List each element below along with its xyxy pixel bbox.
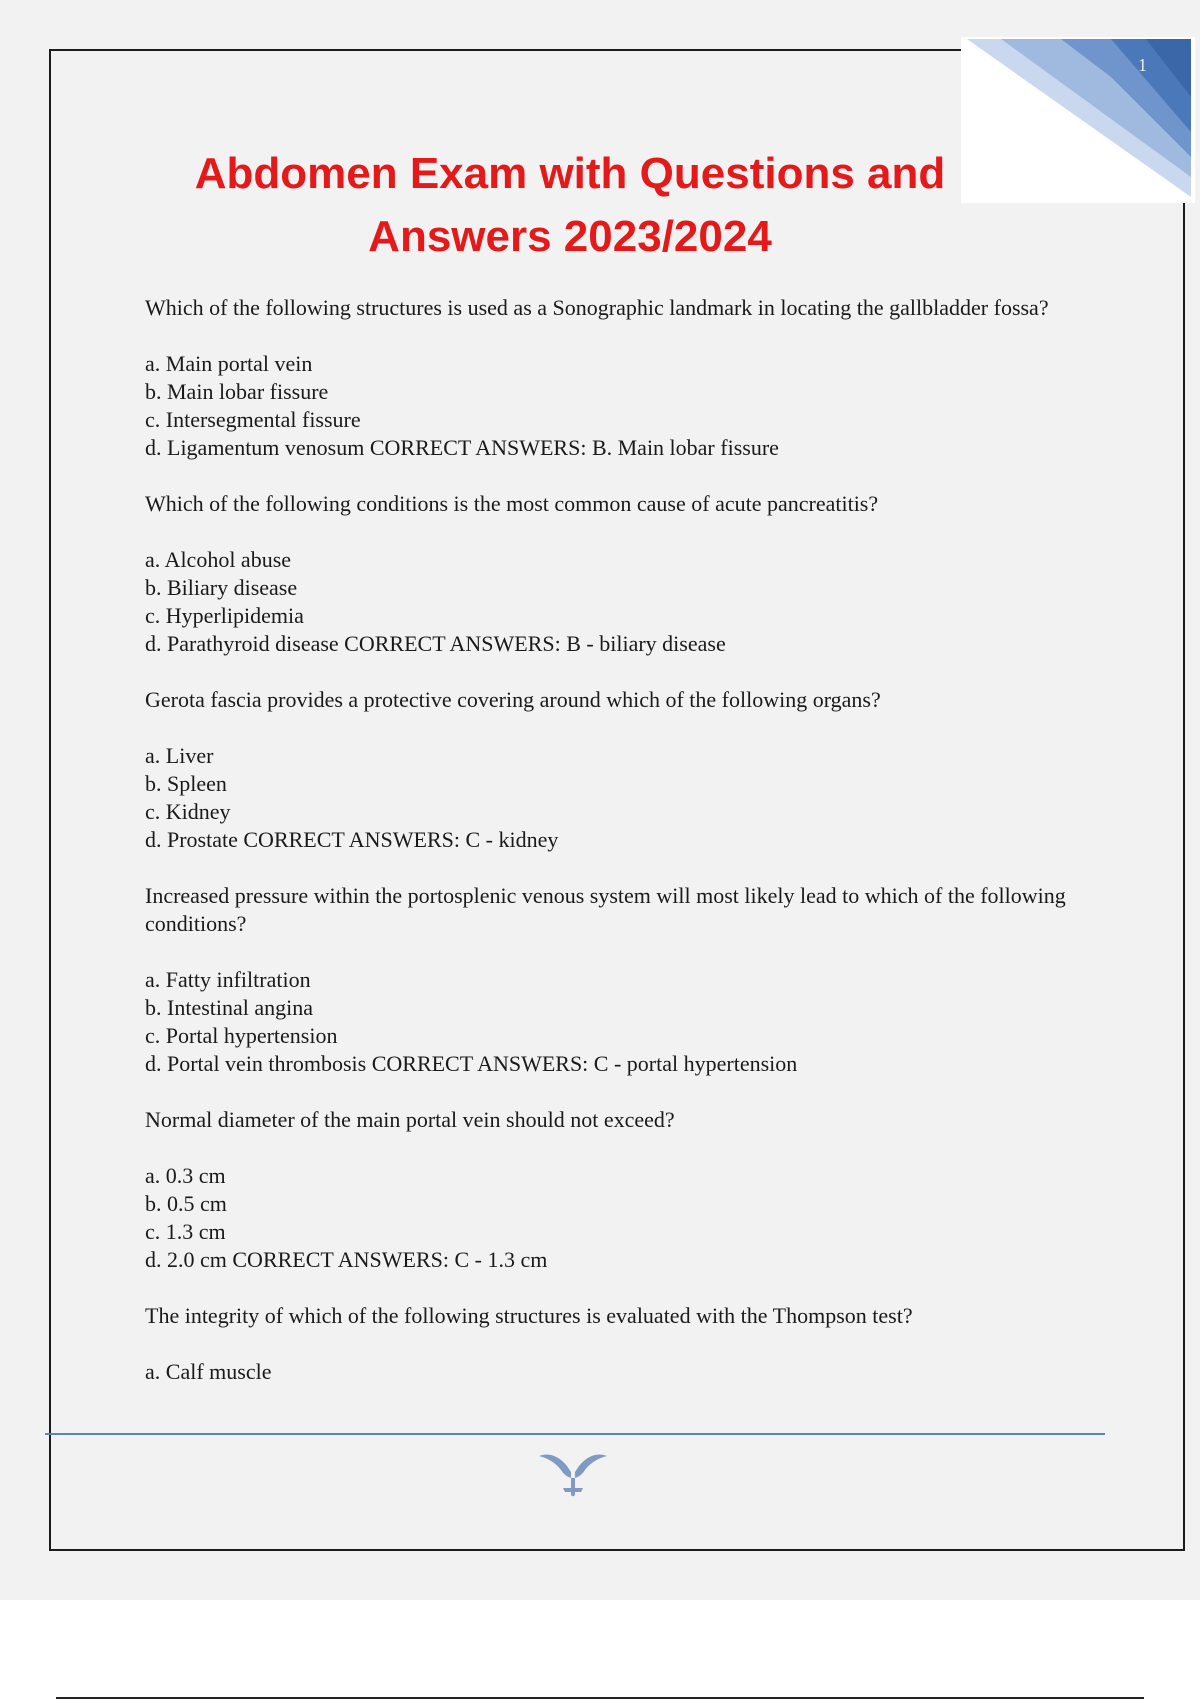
footer-divider xyxy=(45,1433,1105,1435)
answer-option: d. Parathyroid disease CORRECT ANSWERS: B - biliary disease xyxy=(145,631,726,656)
fleuron-ornament-icon xyxy=(535,1448,611,1505)
question-block xyxy=(145,882,1085,1078)
question-block xyxy=(145,1106,1085,1274)
question-list xyxy=(145,294,1085,1414)
answer-option: b. Spleen xyxy=(145,771,227,796)
answer-option: d. Ligamentum venosum CORRECT ANSWERS: B. Main lobar fissure xyxy=(145,435,779,460)
answer-option: b. Biliary disease xyxy=(145,575,298,600)
answer-option: a. Fatty infiltration xyxy=(145,967,311,992)
document-title xyxy=(140,142,1000,268)
bottom-divider xyxy=(56,1697,1144,1699)
answer-options xyxy=(145,1358,1085,1386)
answer-option: c. 1.3 cm xyxy=(145,1219,226,1244)
question-text: Gerota fascia provides a protective covering around which of the following organs? xyxy=(145,687,881,712)
answer-option: a. Alcohol abuse xyxy=(145,547,292,572)
answer-option: d. Prostate CORRECT ANSWERS: C - kidney xyxy=(145,827,559,852)
question-block xyxy=(145,686,1085,854)
question-text: Which of the following conditions is the most common cause of acute pancreatitis? xyxy=(145,491,879,516)
question-block xyxy=(145,490,1085,658)
answer-option: a. Liver xyxy=(145,743,214,768)
title-line-1: Abdomen Exam with Questions and xyxy=(194,149,946,198)
answer-options xyxy=(145,742,1085,854)
title-line-2: Answers 2023/2024 xyxy=(368,212,772,261)
question-text: Increased pressure within the portosplenic venous system will most likely lead to which of the following conditions? xyxy=(145,883,1066,936)
question-text: Which of the following structures is used as a Sonographic landmark in locating the gallbladder fossa? xyxy=(145,295,1049,320)
answer-option: c. Kidney xyxy=(145,799,231,824)
answer-option: c. Portal hypertension xyxy=(145,1023,338,1048)
answer-option: c. Hyperlipidemia xyxy=(145,603,304,628)
answer-option: b. 0.5 cm xyxy=(145,1191,227,1216)
answer-option: d. 2.0 cm CORRECT ANSWERS: C - 1.3 cm xyxy=(145,1247,548,1272)
question-text: The integrity of which of the following structures is evaluated with the Thompson test? xyxy=(145,1303,913,1328)
answer-option: c. Intersegmental fissure xyxy=(145,407,361,432)
answer-options xyxy=(145,350,1085,462)
question-text: Normal diameter of the main portal vein should not exceed? xyxy=(145,1107,675,1132)
question-block xyxy=(145,294,1085,462)
answer-option: d. Portal vein thrombosis CORRECT ANSWERS: C - portal hypertension xyxy=(145,1051,798,1076)
answer-option: b. Main lobar fissure xyxy=(145,379,329,404)
question-block xyxy=(145,1302,1085,1386)
answer-options xyxy=(145,966,1085,1078)
answer-option: a. 0.3 cm xyxy=(145,1163,226,1188)
page-number: 1 xyxy=(1138,55,1147,75)
answer-option: a. Calf muscle xyxy=(145,1359,272,1384)
answer-option: a. Main portal vein xyxy=(145,351,313,376)
answer-options xyxy=(145,546,1085,658)
answer-option: b. Intestinal angina xyxy=(145,995,314,1020)
answer-options xyxy=(145,1162,1085,1274)
